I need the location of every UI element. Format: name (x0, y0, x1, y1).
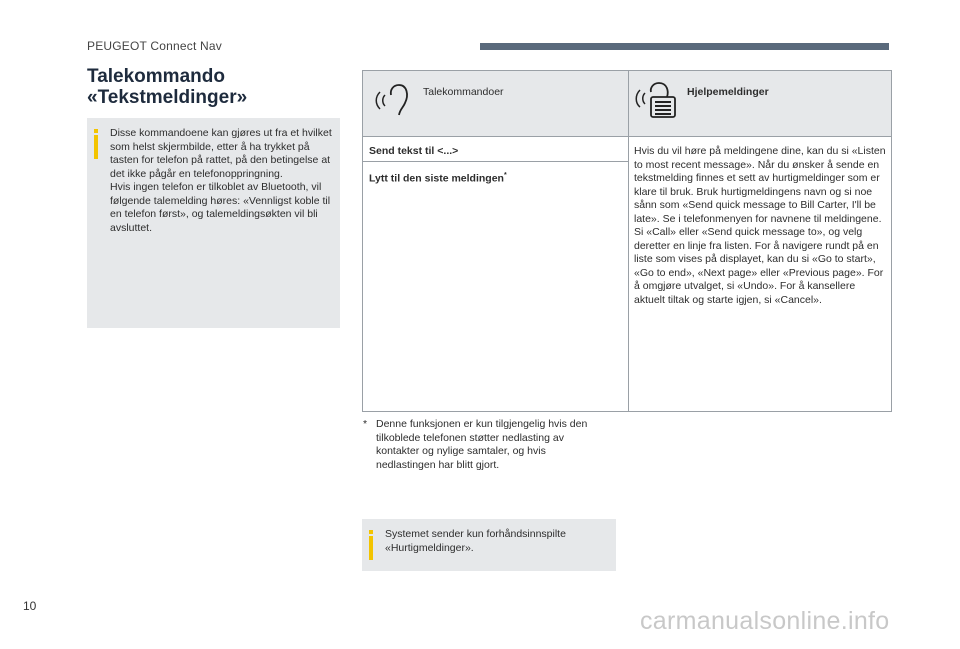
column-header-commands: Talekommandoer (423, 86, 504, 98)
section-title-line2: «Tekstmeldinger» (87, 87, 248, 108)
info-note-2 (362, 519, 616, 571)
footnote-marker: * (503, 172, 507, 179)
section-title (87, 66, 247, 108)
header-bar (480, 43, 889, 50)
page-number: 10 (23, 599, 37, 613)
row-divider (363, 161, 628, 162)
command-listen-latest (369, 172, 507, 185)
command-send-text-label: Send tekst til <...> (369, 145, 459, 157)
footnote-star: * (363, 418, 368, 430)
help-message-icon (635, 81, 679, 126)
command-listen-latest-label: Lytt til den siste meldingen (369, 172, 504, 185)
info-note-text: Disse kommandoene kan gjøres ut fra et hvilket som helst skjermbilde, etter å ha trykket på tasten for telefon på rattet, på den betingelse at det ikke pågår en telefonoppringning. Hvis ingen telefon er tilkoblet av Bluetooth, vil følgende talemelding høres: «Vennligst koble til en telefon først», og talemeldingsøkten vil bli avsluttet. (110, 127, 332, 234)
section-title-line1: Talekommando (87, 66, 225, 87)
command-send-text (369, 145, 458, 157)
help-message-text: Hvis du vil høre på meldingene dine, kan du si «Listen to most recent message». Når du ønsker å sende en tekstmelding finnes et sett av hurtigmeldinger som er klare til bruk. Bruk hurtigmeldingens navn og si noe sånn som «Send quick message to Bill Carter, I'll be late». Se i telefonmenyen for navnene til meldingene. Si «Call» eller «Send quick message to», og velg deretter en linje fra listen. For å navigere rundt på en liste som vises på displayet, kan du si «Go to start», «Go to end», «Next page» eller «Previous page». For å omgjøre utvalget, si «Undo». For å kansellere aktuelt tiltak og starte igjen, si «Cancel». (634, 145, 886, 306)
header-title: PEUGEOT Connect Nav (87, 39, 222, 53)
column-header-help: Hjelpemeldinger (687, 86, 769, 98)
info-note-2-text: Systemet sender kun forhåndsinnspilte «Hurtigmeldinger». (385, 528, 566, 554)
watermark: carmanualsonline.info (640, 607, 890, 635)
voice-command-table (362, 70, 892, 412)
voice-command-icon (373, 81, 413, 122)
table-divider (628, 71, 629, 411)
table-header (363, 71, 891, 137)
footnote-text: Denne funksjonen er kun tilgjengelig hvis den tilkoblede telefonen støtter nedlasting av kontakter og nylige samtaler, og hvis nedlastingen har blitt gjort. (376, 418, 588, 471)
info-note (87, 118, 340, 328)
